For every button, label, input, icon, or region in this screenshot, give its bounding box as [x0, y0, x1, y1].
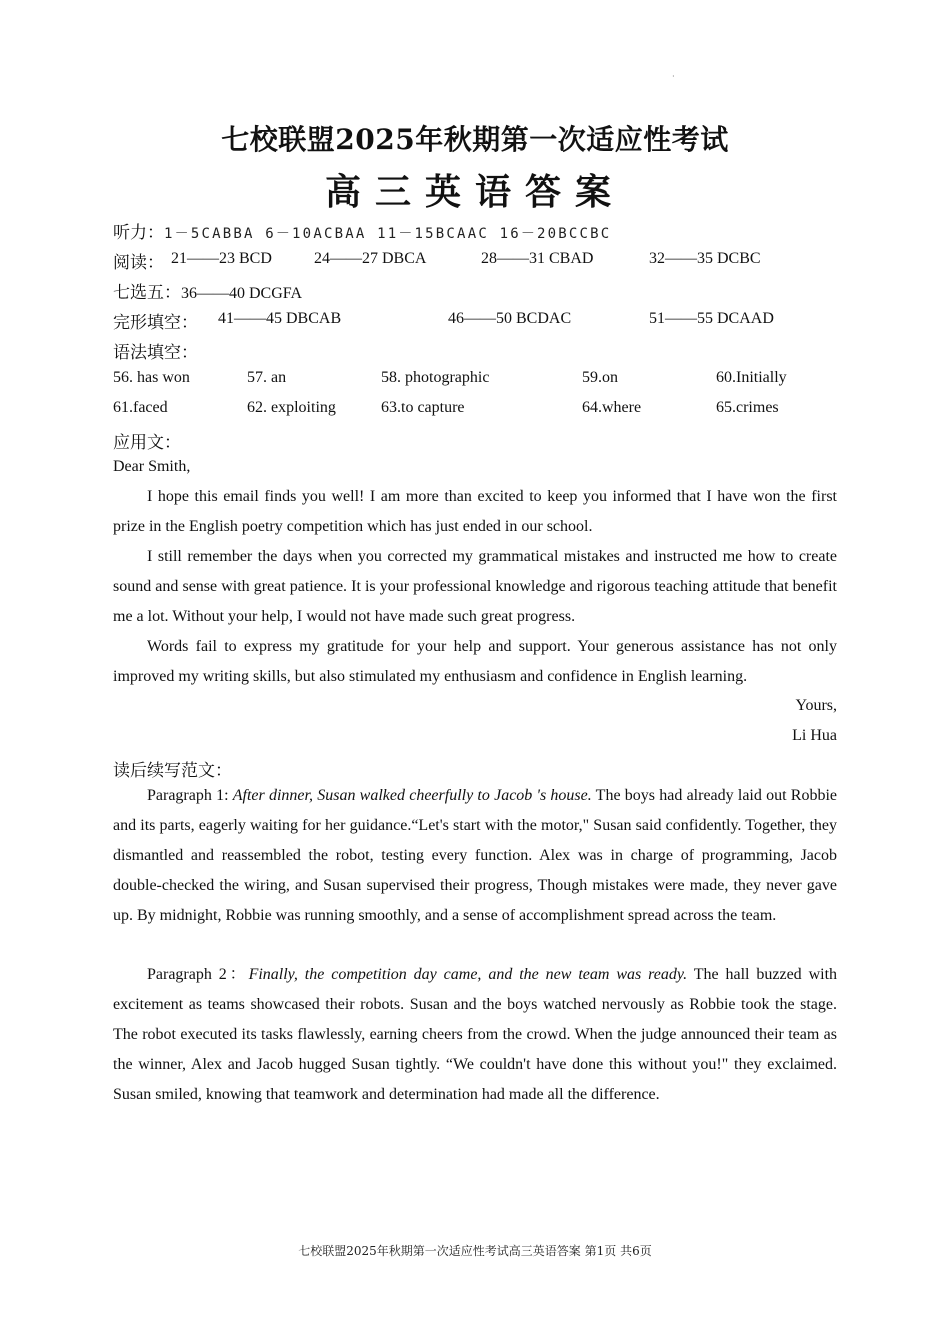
listening-line	[113, 218, 611, 243]
applied-writing-label-line	[113, 428, 181, 453]
grammar-line	[113, 338, 198, 363]
salutation: Dear Smith,	[113, 458, 191, 475]
cloze-group: 51——55 DCAAD	[649, 310, 774, 327]
cloze-line	[113, 308, 198, 333]
paragraph-label: Paragraph 2：	[147, 966, 249, 983]
listening-label: 听力：	[113, 223, 164, 243]
applied-writing-label: 应用文：	[113, 433, 181, 453]
cloze-label: 完形填空：	[113, 313, 198, 333]
seven-choose-five-line	[113, 278, 302, 303]
continuation-label-line	[113, 756, 232, 781]
reading-group: 24——27 DBCA	[314, 250, 427, 267]
continuation-writing-label: 读后续写范文：	[113, 761, 232, 781]
stray-dot: ·	[672, 72, 675, 81]
seven-choose-five-answer: 36——40 DCGFA	[181, 285, 303, 302]
seven-choose-five-label: 七选五：	[113, 283, 181, 303]
page-title: 高三英语答案	[324, 172, 625, 213]
grammar-label: 语法填空：	[113, 343, 198, 363]
cloze-group: 46——50 BCDAC	[448, 310, 572, 327]
paragraph-lead-sentence: Finally, the competition day came, and the new team was ready.	[248, 966, 688, 983]
letter-paragraph: I hope this email finds you well! I am more than excited to keep you informed that I have won the first prize in the English poetry competition which has just ended in our school.	[113, 488, 837, 535]
letter-paragraph: I still remember the days when you corrected my grammatical mistakes and instructed me how to create sound and sense with great patience. It is your professional knowledge and rigorous teaching attitude that benefit me a lot. Without your help, I would not have made such great progress.	[113, 548, 837, 625]
cloze-group: 41——45 DBCAB	[218, 310, 342, 327]
page-footer: 七校联盟2025年秋期第一次适应性考试高三英语答案 第1页 共6页	[298, 1244, 652, 1258]
grammar-answer: 62. exploiting	[247, 399, 336, 416]
paragraph-lead-sentence: After dinner, Susan walked cheerfully to Jacob 's house.	[232, 787, 592, 804]
reading-line	[113, 248, 164, 273]
continuation-paragraph-2	[113, 960, 837, 1110]
letter-signature: Li Hua	[792, 727, 837, 744]
grammar-answer: 57. an	[247, 369, 287, 386]
reading-label: 阅读：	[113, 253, 164, 273]
paragraph-body: The boys had already laid out Robbie and its parts, eagerly waiting for her guidance.“Let's start with the motor," Susan said confidently. Together, they dismantled and reassembled the robot, testing every function. Alex was in charge of programming, Jacob double-checked the wiring, and Susan supervised their progress, Though mistakes were made, they never gave up. By midnight, Robbie was running smoothly, and a sense of accomplishment spread across the team.	[113, 787, 837, 924]
grammar-answer: 65.crimes	[716, 399, 779, 416]
paragraph-label: Paragraph 1:	[147, 787, 233, 804]
grammar-answer: 59.on	[582, 369, 618, 386]
continuation-paragraph-1	[113, 781, 837, 931]
reading-group: 28——31 CBAD	[481, 250, 594, 267]
grammar-answer: 58. photographic	[381, 369, 490, 386]
listening-answers: 1－5CABBA 6－10ACBAA 11－15BCAAC 16－20BCCBC	[164, 226, 612, 242]
letter-paragraph: Words fail to express my gratitude for your help and support. Your generous assistance has not only improved my writing skills, but also stimulated my enthusiasm and confidence in English learning.	[113, 638, 837, 685]
grammar-answer: 56. has won	[113, 369, 190, 386]
grammar-answer: 60.Initially	[716, 369, 787, 386]
letter-closing: Yours,	[795, 697, 837, 714]
reading-group: 21——23 BCD	[171, 250, 272, 267]
reading-group: 32——35 DCBC	[649, 250, 761, 267]
grammar-answer: 61.faced	[113, 399, 168, 416]
grammar-answer: 64.where	[582, 399, 642, 416]
paragraph-body: The hall buzzed with excitement as teams showcased their robots. Susan and the boys watched nervously as Robbie took the stage. The robot executed its tasks flawlessly, earning cheers from the crowd. When the judge announced their team as the winner, Alex and Jacob hugged Susan tightly. “We couldn't have done this without you!" they exclaimed. Susan smiled, knowing that teamwork and determination had made all the difference.	[113, 966, 838, 1103]
grammar-answer: 63.to capture	[381, 399, 465, 416]
exam-title: 七校联盟2025年秋期第一次适应性考试	[221, 123, 729, 156]
